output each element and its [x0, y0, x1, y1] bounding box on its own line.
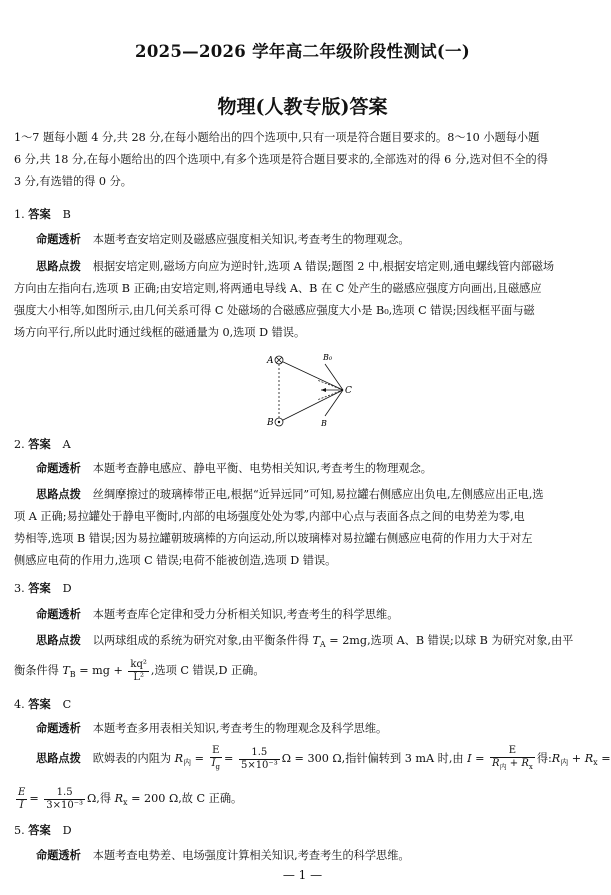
q2-hint-2: 项 A 正确;易拉罐处于静电平衡时,内部的电场强度处处为零,内部中心点与表面各点之间的电势差为零,电 [14, 510, 525, 523]
q5-answer: 5. 答案 D [14, 824, 72, 837]
q3-answer: 3. 答案 D [14, 582, 72, 595]
q5-analysis: 命题透析 本题考查电势差、电场强度计算相关知识,考查考生的科学思维。 [36, 849, 410, 862]
label-c: C [345, 386, 352, 396]
intro-line-3: 3 分,有选错的得 0 分。 [14, 175, 132, 188]
q4-hint-2: $\frac{E}{I}$ = $\frac{1.5}{\text{3×10⁻³}}$ Ω,得 $R_x = 200$ Ω,故 C 正确。 [18, 786, 243, 811]
q1-hint-2: 方向由左指向右,选项 B 正确;由安培定则,将两通电导线 A、B 在 C 处产生的磁感应强度方向画出,且磁感应 [14, 282, 542, 295]
label-b0: B₀ [323, 353, 333, 362]
q2-hint-1: 思路点拨 丝绸摩擦过的玻璃棒带正电,根据“近异远同”可知,易拉罐右侧感应出负电,左侧感应出正电,选 [36, 488, 544, 501]
q1-answer: 1. 答案 B [14, 208, 71, 221]
q4-hint-1: 思路点拨 欧姆表的内阻为 $R_内$ = $\frac{E}{I_g}$ = $\frac{1.5}{\text{5×10⁻³}}$ Ω = 300 Ω,指针偏转到 3 mA 时,由 I = $\frac{E}{R_内 + R_x}$ 得$:R_内 + R_x$ = [36, 745, 611, 771]
q4-analysis: 命题透析 本题考查多用表相关知识,考查考生的物理观念及科学思维。 [36, 722, 388, 735]
exam-title: 2025—2026 学年高二年级阶段性测试(一) [135, 42, 470, 61]
intro-line-1: 1～7 题每小题 4 分,共 28 分,在每小题给出的四个选项中,只有一项是符合题目要求的。8～10 小题每小题 [14, 131, 540, 144]
q2-hint-4: 侧感应电荷的作用力,选项 C 错误;电荷不能被创造,选项 D 错误。 [14, 554, 337, 567]
answer-subtitle: 物理(人教专版)答案 [217, 96, 388, 118]
q3-fraction: $\frac{\text{kq²}}{\text{L²}}$ [130, 658, 147, 683]
q2-hint-3: 势相等,选项 B 错误;因为易拉罐朝玻璃棒的方向运动,所以玻璃棒对易拉罐右侧感应电荷的作用力大于对左 [14, 532, 533, 545]
q4-answer: 4. 答案 C [14, 698, 72, 711]
q3-hint-2: 衡条件得 $T_B$ = mg + $\frac{\text{kq²}}{\text{L²}}$ ,选项 C 错误,D 正确。 [14, 658, 265, 683]
page-number: — 1 — [282, 868, 323, 882]
q1-figure [255, 348, 365, 430]
q1-analysis: 命题透析 本题考查安培定则及磁感应强度相关知识,考查考生的物理观念。 [36, 233, 410, 246]
q2-answer: 2. 答案 A [14, 438, 71, 451]
intro-line-2: 6 分,共 18 分,在每小题给出的四个选项中,有多个选项是符合题目要求的,全部选对的得 6 分,选对但不全的得 [14, 153, 548, 166]
q3-hint-1: 思路点拨 以两球组成的系统为研究对象,由平衡条件得 $T_A = 2mg$,选项 A、B 错误;以球 B 为研究对象,由平 [36, 634, 574, 650]
q1-hint-4: 场方向平行,所以此时通过线框的磁通量为 0,选项 D 错误。 [14, 326, 306, 339]
label-b: B [267, 418, 274, 428]
label-bb: B [321, 419, 327, 428]
q2-analysis: 命题透析 本题考查静电感应、静电平衡、电势相关知识,考查考生的物理观念。 [36, 462, 432, 475]
label-a: A [267, 356, 274, 366]
q3-analysis: 命题透析 本题考查库仑定律和受力分析相关知识,考查考生的科学思维。 [36, 608, 399, 621]
q1-hint-3: 强度大小相等,如图所示,由几何关系可得 C 处磁场的合磁感应强度大小是 B₀,选项 C 错误;因线框平面与磁 [14, 304, 535, 317]
q1-hint-1: 思路点拨 根据安培定则,磁场方向应为逆时针,选项 A 错误;题图 2 中,根据安培定则,通电螺线管内部磁场 [36, 260, 555, 273]
